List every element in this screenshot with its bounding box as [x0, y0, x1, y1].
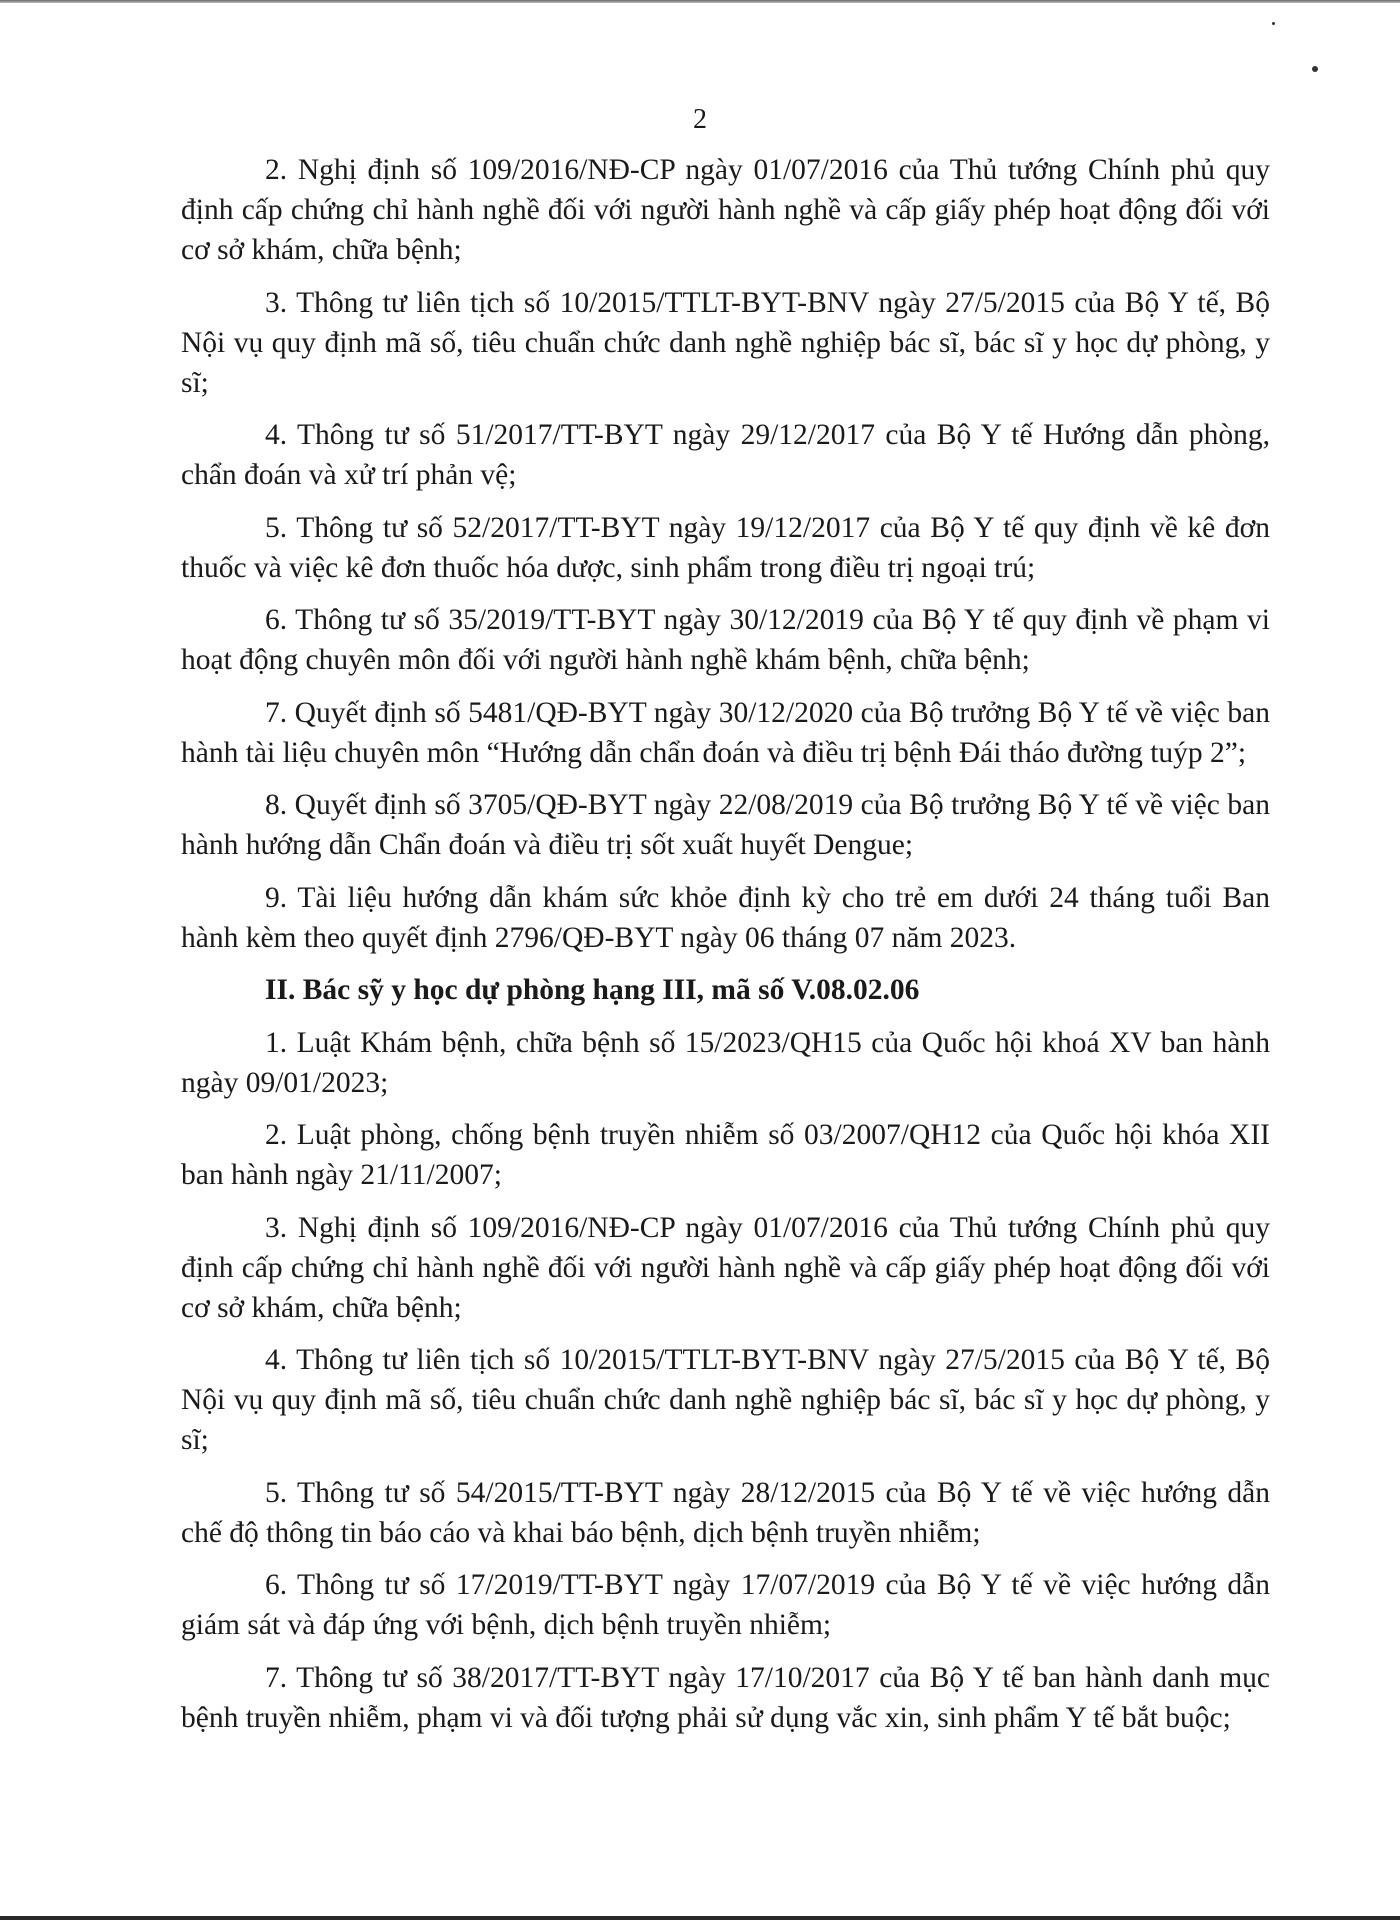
section-heading: II. Bác sỹ y học dự phòng hạng III, mã số V.08.02.06	[265, 974, 920, 1006]
list-item: 1. Luật Khám bệnh, chữa bệnh số 15/2023/QH15 của Quốc hội khoá XV ban hành ngày 09/01/2023;	[181, 1026, 1270, 1099]
list-item: 7. Thông tư số 38/2017/TT-BYT ngày 17/10/2017 của Bộ Y tế ban hành danh mục bệnh truyền nhiễm, phạm vi và đối tượng phải sử dụng vắc xin, sinh phẩm Y tế bắt buộc;	[181, 1661, 1270, 1734]
list-item: 9. Tài liệu hướng dẫn khám sức khỏe định kỳ cho trẻ em dưới 24 tháng tuổi Ban hành kèm theo quyết định 2796/QĐ-BYT ngày 06 tháng 07 năm 2023.	[181, 881, 1270, 954]
scan-top-edge	[0, 0, 1400, 3]
list-item: 7. Quyết định số 5481/QĐ-BYT ngày 30/12/2020 của Bộ trưởng Bộ Y tế về việc ban hành tài liệu chuyên môn “Hướng dẫn chẩn đoán và điều trị bệnh Đái tháo đường tuýp 2”;	[181, 696, 1270, 769]
document-body	[181, 150, 1270, 1750]
list-item: 6. Thông tư số 35/2019/TT-BYT ngày 30/12/2019 của Bộ Y tế quy định về phạm vi hoạt động chuyên môn đối với người hành nghề khám bệnh, chữa bệnh;	[181, 604, 1270, 676]
list-item: 3. Thông tư liên tịch số 10/2015/TTLT-BYT-BNV ngày 27/5/2015 của Bộ Y tế, Bộ Nội vụ quy định mã số, tiêu chuẩn chức danh nghề nghiệp bác sĩ, bác sĩ y học dự phòng, y sĩ;	[181, 286, 1270, 399]
list-item: 4. Thông tư số 51/2017/TT-BYT ngày 29/12/2017 của Bộ Y tế Hướng dẫn phòng, chẩn đoán và xử trí phản vệ;	[181, 419, 1270, 491]
section-ii	[181, 970, 1270, 1738]
page-number: 2	[693, 104, 707, 135]
list-item: 3. Nghị định số 109/2016/NĐ-CP ngày 01/07/2016 của Thủ tướng Chính phủ quy định cấp chứng chỉ hành nghề đối với người hành nghề và cấp giấy phép hoạt động đối với cơ sở khám, chữa bệnh;	[181, 1211, 1270, 1324]
list-item: 2. Nghị định số 109/2016/NĐ-CP ngày 01/07/2016 của Thủ tướng Chính phủ quy định cấp chứng chỉ hành nghề đối với người hành nghề và cấp giấy phép hoạt động đối với cơ sở khám, chữa bệnh;	[181, 154, 1270, 266]
list-item: 2. Luật phòng, chống bệnh truyền nhiễm số 03/2007/QH12 của Quốc hội khóa XII ban hành ngày 21/11/2007;	[181, 1119, 1270, 1191]
scan-speck	[1312, 66, 1318, 72]
scan-bottom-edge	[0, 1916, 1400, 1920]
section-references-continued	[181, 150, 1270, 958]
list-item: 5. Thông tư số 54/2015/TT-BYT ngày 28/12/2015 của Bộ Y tế về việc hướng dẫn chế độ thông tin báo cáo và khai báo bệnh, dịch bệnh truyền nhiễm;	[181, 1476, 1270, 1549]
list-item: 4. Thông tư liên tịch số 10/2015/TTLT-BYT-BNV ngày 27/5/2015 của Bộ Y tế, Bộ Nội vụ quy định mã số, tiêu chuẩn chức danh nghề nghiệp bác sĩ, bác sĩ y học dự phòng, y sĩ;	[181, 1344, 1270, 1456]
list-item: 8. Quyết định số 3705/QĐ-BYT ngày 22/08/2019 của Bộ trưởng Bộ Y tế về việc ban hành hướng dẫn Chẩn đoán và điều trị sốt xuất huyết Dengue;	[181, 789, 1270, 861]
list-item: 6. Thông tư số 17/2019/TT-BYT ngày 17/07/2019 của Bộ Y tế về việc hướng dẫn giám sát và đáp ứng với bệnh, dịch bệnh truyền nhiễm;	[181, 1569, 1270, 1641]
scan-speck	[1272, 22, 1275, 25]
list-item: 5. Thông tư số 52/2017/TT-BYT ngày 19/12/2017 của Bộ Y tế quy định về kê đơn thuốc và việc kê đơn thuốc hóa dược, sinh phẩm trong điều trị ngoại trú;	[181, 511, 1270, 584]
